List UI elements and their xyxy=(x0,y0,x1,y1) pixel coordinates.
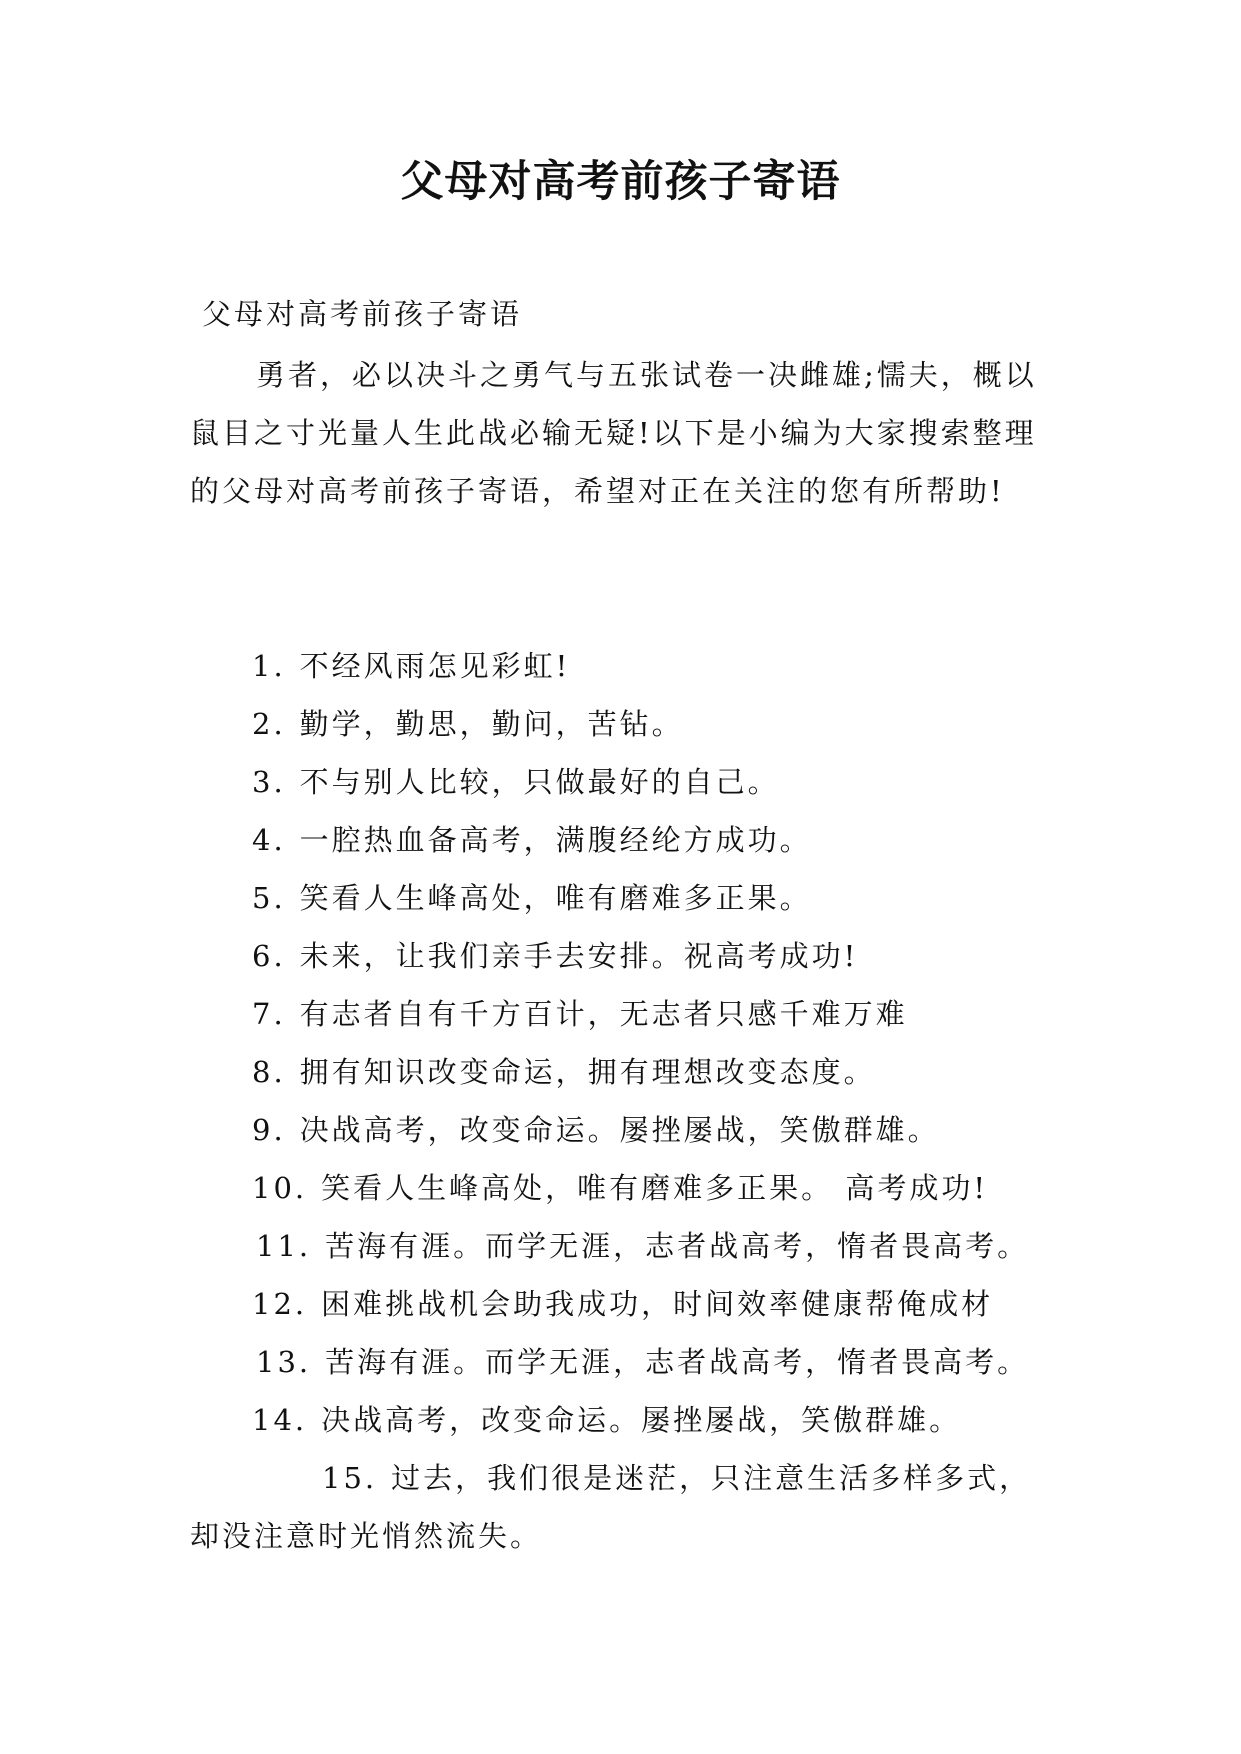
list-item xyxy=(0,1449,1060,1565)
list-item-text: 笑看人生峰高处，唯有磨难多正果。 高考成功! xyxy=(321,1171,988,1205)
list-item-text: 决战高考，改变命运。屡挫屡战，笑傲群雄。 xyxy=(321,1403,962,1437)
list-item-number: 11. xyxy=(256,1229,312,1263)
intro-paragraph: 勇者，必以决斗之勇气与五张试卷一决雌雄;懦夫，概以鼠目之寸光量人生此战必输无疑!以下是小编为大家搜索整理的父母对高考前孩子寄语，希望对正在关注的您有所帮助! xyxy=(190,358,1037,508)
list-item xyxy=(0,1275,1241,1333)
list-item-text: 不经风雨怎见彩虹! xyxy=(299,649,571,683)
list-item-text: 有志者自有千方百计，无志者只感千难万难 xyxy=(299,997,908,1031)
list-item-number: 13. xyxy=(256,1345,312,1379)
list-item-number: 3. xyxy=(252,765,286,799)
wishes-list xyxy=(0,637,1241,1565)
list-item-number: 5. xyxy=(252,881,286,915)
list-item xyxy=(0,1333,1241,1391)
list-item xyxy=(0,1159,1241,1217)
document-subtitle: 父母对高考前孩子寄语 xyxy=(202,297,523,331)
list-item xyxy=(0,1391,1241,1449)
list-item-number: 12. xyxy=(252,1287,308,1321)
list-item-number: 7. xyxy=(252,997,286,1031)
list-item xyxy=(0,1043,1241,1101)
list-item-text: 勤学，勤思，勤问，苦钻。 xyxy=(299,707,684,741)
list-item xyxy=(0,637,1241,695)
list-item-number: 2. xyxy=(252,707,286,741)
list-item xyxy=(0,811,1241,869)
list-item-number: 14. xyxy=(252,1403,308,1437)
list-item-text: 苦海有涯。而学无涯，志者战高考，惰者畏高考。 xyxy=(325,1345,1030,1379)
list-item xyxy=(0,927,1241,985)
list-item-text: 决战高考，改变命运。屡挫屡战，笑傲群雄。 xyxy=(299,1113,940,1147)
list-item-text: 一腔热血备高考，满腹经纶方成功。 xyxy=(299,823,812,857)
list-item-text: 苦海有涯。而学无涯，志者战高考，惰者畏高考。 xyxy=(325,1229,1030,1263)
list-item-text: 过去，我们很是迷茫，只注意生活多样多式，却没注意时光悄然流失。 xyxy=(190,1461,1032,1553)
list-item-number: 6. xyxy=(252,939,286,973)
list-item-number: 9. xyxy=(252,1113,286,1147)
list-item-text: 不与别人比较，只做最好的自己。 xyxy=(299,765,780,799)
list-item-number: 4. xyxy=(252,823,286,857)
list-item-text: 拥有知识改变命运，拥有理想改变态度。 xyxy=(299,1055,876,1089)
list-item xyxy=(0,1217,1241,1275)
list-item-text: 笑看人生峰高处，唯有磨难多正果。 xyxy=(299,881,812,915)
list-item-text: 未来，让我们亲手去安排。祝高考成功! xyxy=(299,939,859,973)
list-item-number: 8. xyxy=(252,1055,286,1089)
list-item xyxy=(0,695,1241,753)
list-item-number: 15. xyxy=(322,1461,378,1495)
list-item xyxy=(0,985,1241,1043)
list-item xyxy=(0,753,1241,811)
list-item-text: 困难挑战机会助我成功，时间效率健康帮俺成材 xyxy=(321,1287,994,1321)
list-item-number: 1. xyxy=(252,649,286,683)
list-item-number: 10. xyxy=(252,1171,308,1205)
list-item xyxy=(0,869,1241,927)
list-item xyxy=(0,1101,1241,1159)
document-title: 父母对高考前孩子寄语 xyxy=(400,157,841,207)
